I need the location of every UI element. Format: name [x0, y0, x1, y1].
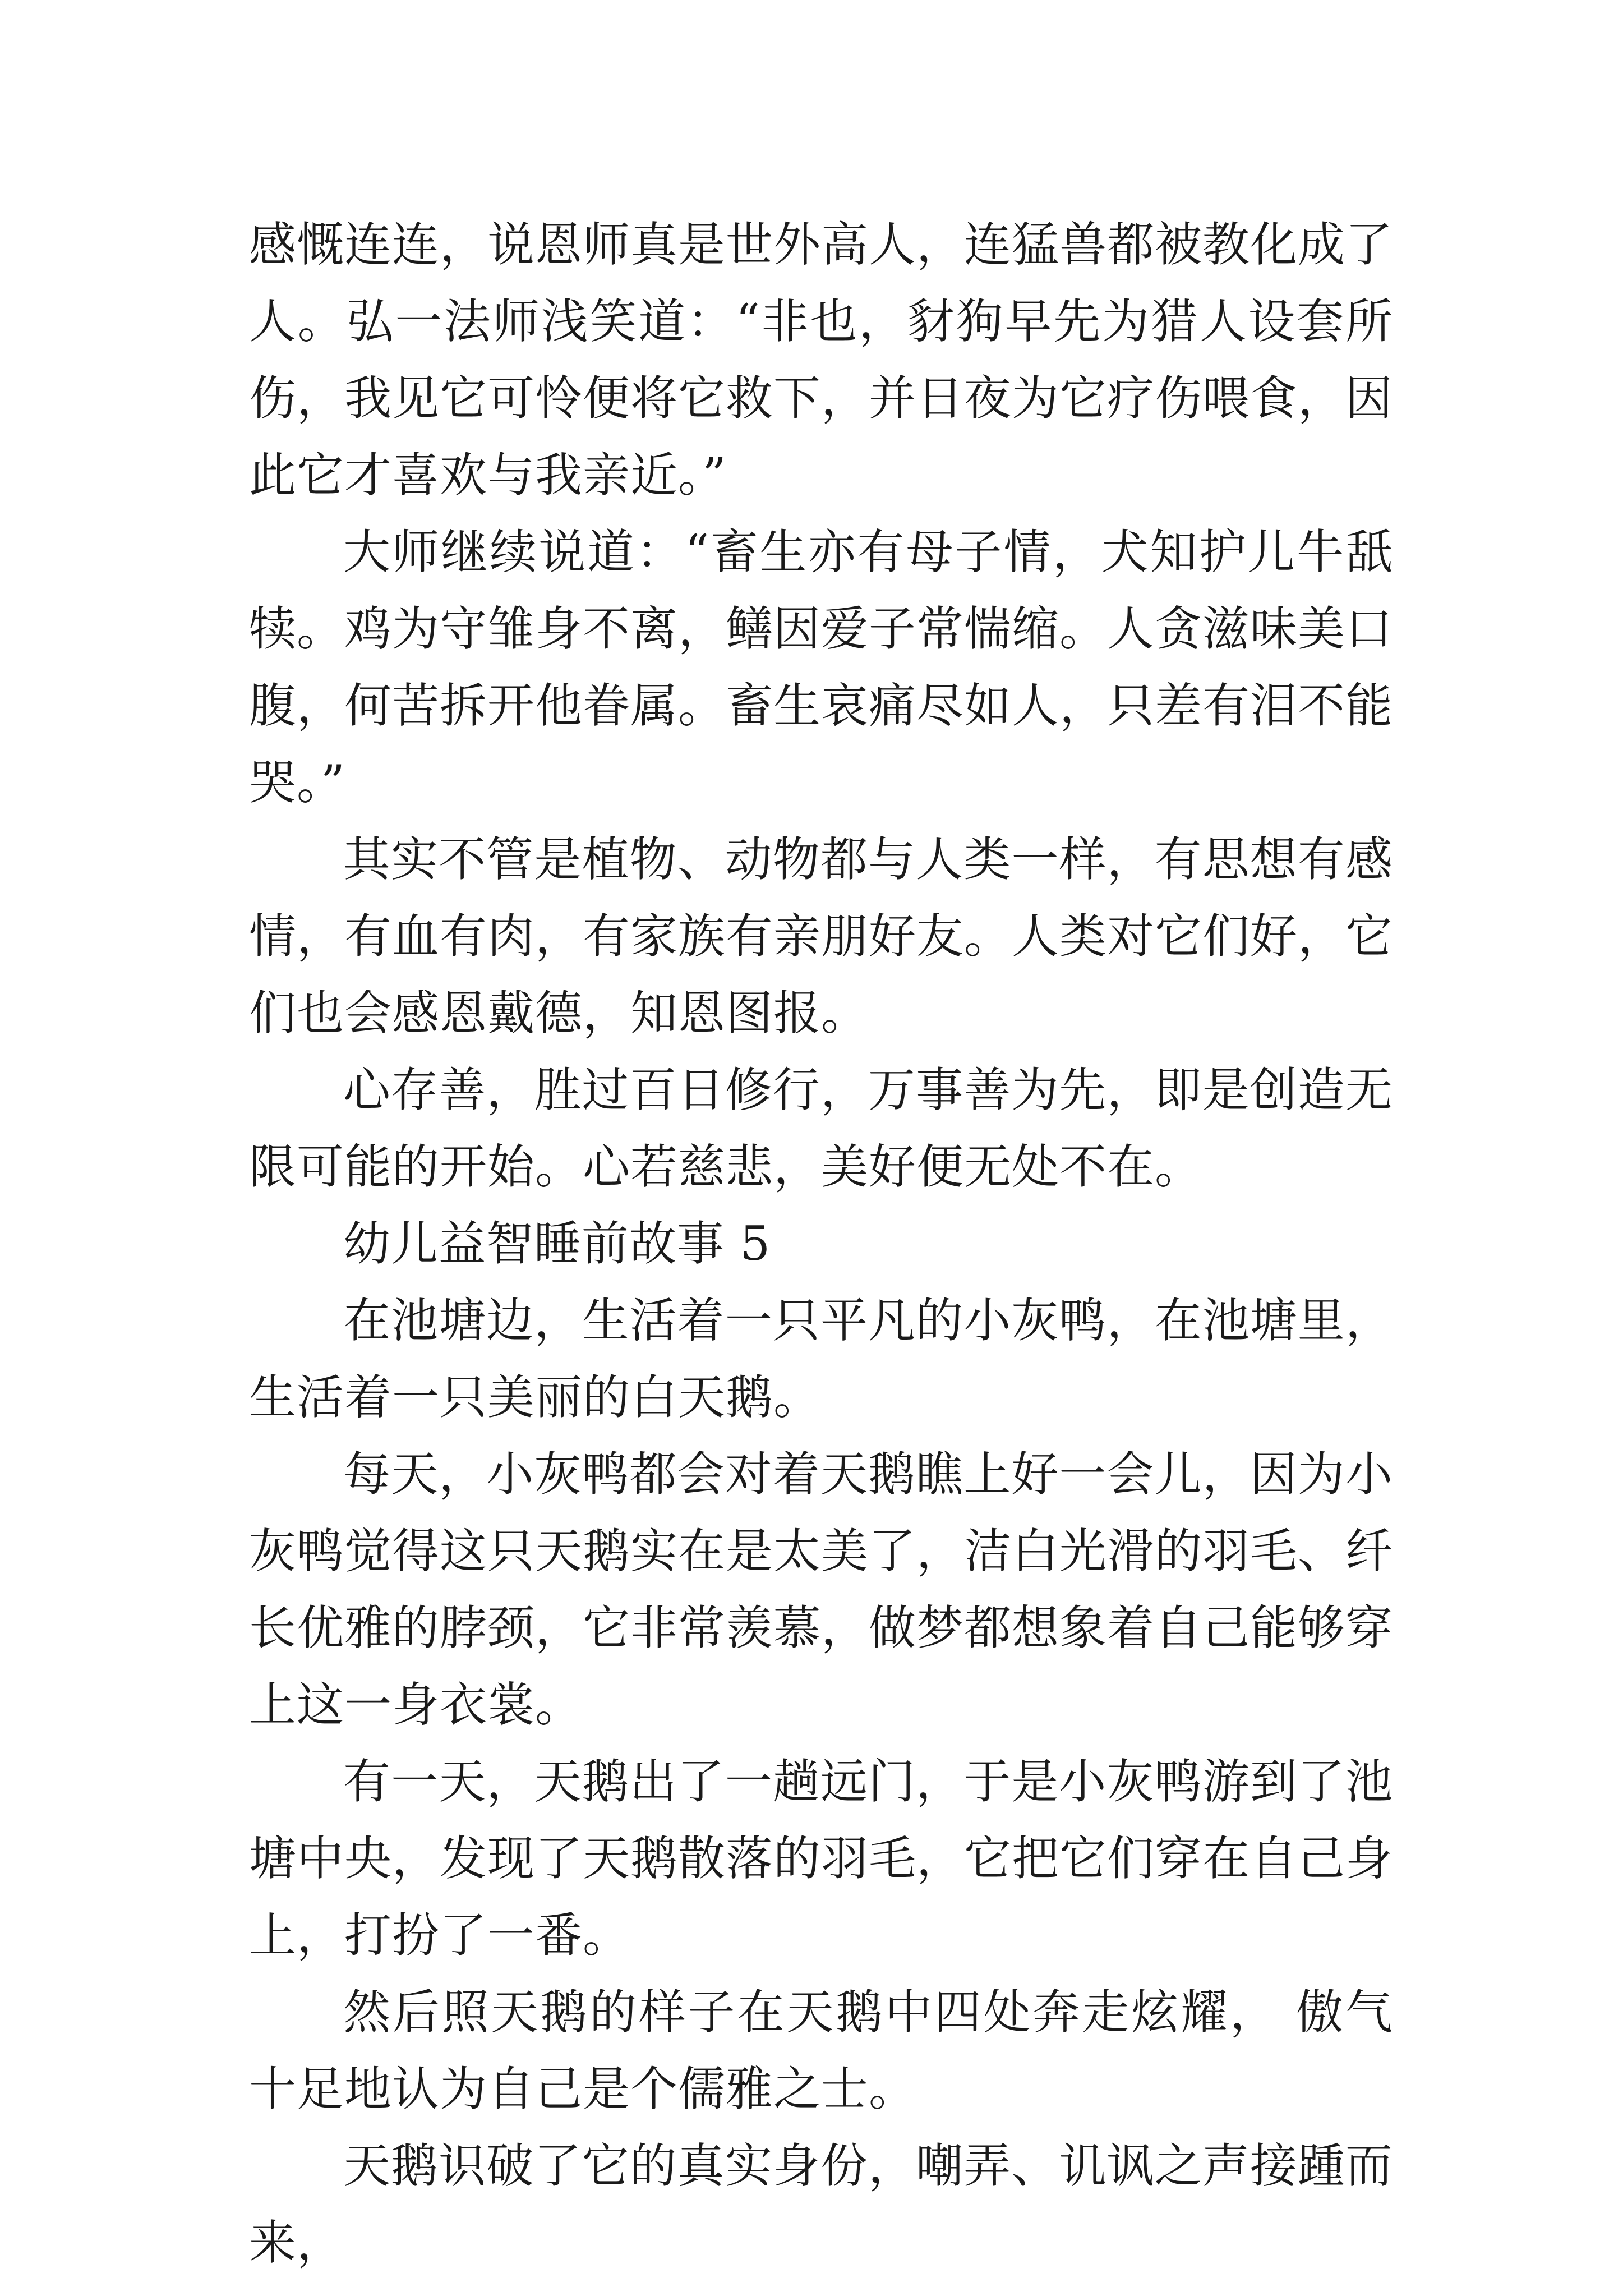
paragraph: 天鹅识破了它的真实身份，嘲弄、讥讽之声接踵而来， [249, 2138, 1393, 2270]
paragraph: 大师继续说道：“畜生亦有母子情，犬知护儿牛舐犊。鸡为守雏身不离，鳝因爱子常惴缩。人贪滋味美口腹，何苦拆开他眷属。畜生哀痛尽如人，只差有泪不能哭。” [249, 524, 1394, 810]
document-body [249, 206, 1393, 2281]
paragraph: 心存善，胜过百日修行，万事善为先，即是创造无限可能的开始。心若慈悲，美好便无处不在。 [249, 1062, 1393, 1194]
paragraph: 其实不管是植物、动物都与人类一样，有思想有感情，有血有肉，有家族有亲朋好友。人类对它们好，它们也会感恩戴德，知恩图报。 [249, 832, 1394, 1041]
paragraph: 在池塘边，生活着一只平凡的小灰鸭，在池塘里，生活着一只美丽的白天鹅。 [249, 1293, 1393, 1425]
paragraph: 然后照天鹅的样子在天鹅中四处奔走炫耀， 傲气十足地认为自己是个儒雅之士。 [249, 1985, 1393, 2116]
paragraph: 感慨连连，说恩师真是世外高人，连猛兽都被教化成了人。弘一法师浅笑道：“非也，豺狗早先为猎人设套所伤，我见它可怜便将它救下，并日夜为它疗伤喂食，因此它才喜欢与我亲近。” [249, 217, 1394, 503]
section-heading: 幼儿益智睡前故事 5 [343, 1216, 771, 1271]
paragraph: 有一天，天鹅出了一趟远门，于是小灰鸭游到了池塘中央，发现了天鹅散落的羽毛，它把它们穿在自己身上，打扮了一番。 [249, 1754, 1394, 1963]
paragraph: 每天，小灰鸭都会对着天鹅瞧上好一会儿，因为小灰鸭觉得这只天鹅实在是太美了，洁白光滑的羽毛、纤长优雅的脖颈，它非常羡慕，做梦都想象着自己能够穿上这一身衣裳。 [249, 1447, 1394, 1732]
